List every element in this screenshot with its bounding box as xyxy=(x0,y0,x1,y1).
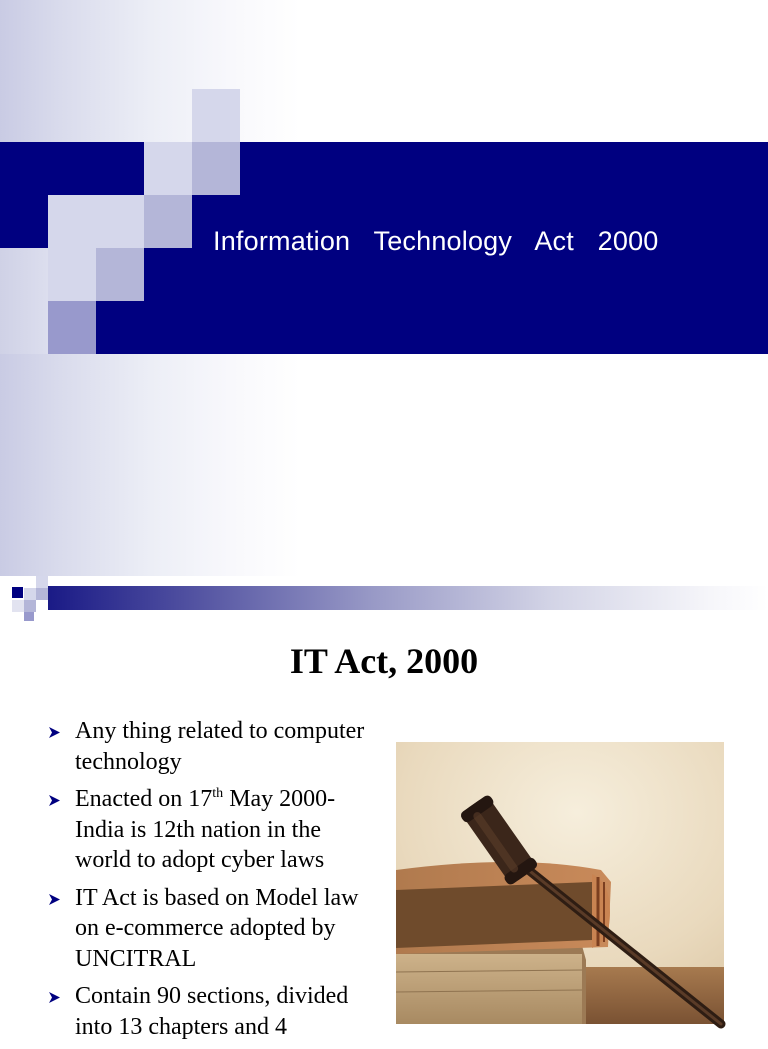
arrow-bullet-icon xyxy=(49,795,60,806)
gavel-image xyxy=(396,742,724,1024)
arrow-bullet-icon xyxy=(49,992,60,1003)
decor-square xyxy=(24,588,36,600)
decor-square xyxy=(48,301,96,354)
arrow-bullet-icon xyxy=(49,894,60,905)
arrow-bullet-icon xyxy=(49,727,60,738)
decor-square xyxy=(48,195,96,248)
band-notch xyxy=(0,248,48,354)
bullet-text: Any thing related to computer technology xyxy=(75,718,365,775)
bullet-text: IT Act is based on Model law on e-commerce adopted by UNCITRAL xyxy=(75,884,359,972)
decor-square xyxy=(96,195,144,248)
title-word: 2000 xyxy=(597,226,659,256)
list-item xyxy=(46,716,381,777)
decor-square xyxy=(36,576,48,588)
list-item xyxy=(46,883,381,975)
decor-square xyxy=(12,587,23,598)
decor-square xyxy=(192,89,240,142)
bullet-text: May 2000- India is 12th nation in the world to adopt cyber laws xyxy=(75,786,336,873)
decor-square xyxy=(24,600,36,612)
decor-square xyxy=(24,612,34,621)
bullet-text: Enacted on 17 xyxy=(75,786,213,812)
title-word: Information xyxy=(213,226,351,256)
title-word: Technology xyxy=(373,226,513,256)
bullet-list xyxy=(46,716,381,1049)
decor-square xyxy=(0,576,10,586)
slide-title xyxy=(213,226,659,257)
title-word: Act xyxy=(534,226,574,256)
decor-square xyxy=(96,248,144,301)
list-item xyxy=(46,981,381,1042)
decor-square xyxy=(12,600,24,612)
header-gradient-bar xyxy=(48,586,768,610)
slide-heading: IT Act, 2000 xyxy=(289,641,479,681)
decor-square xyxy=(144,142,192,195)
decor-square xyxy=(36,588,48,600)
bullet-text: Contain 90 sections, divided into 13 chapters and 4 xyxy=(75,983,349,1040)
list-item xyxy=(46,784,381,876)
decor-square xyxy=(48,248,96,301)
decor-square xyxy=(144,195,192,248)
superscript: th xyxy=(212,786,224,801)
decor-square xyxy=(192,142,240,195)
gavel-on-books-icon xyxy=(396,742,724,1024)
